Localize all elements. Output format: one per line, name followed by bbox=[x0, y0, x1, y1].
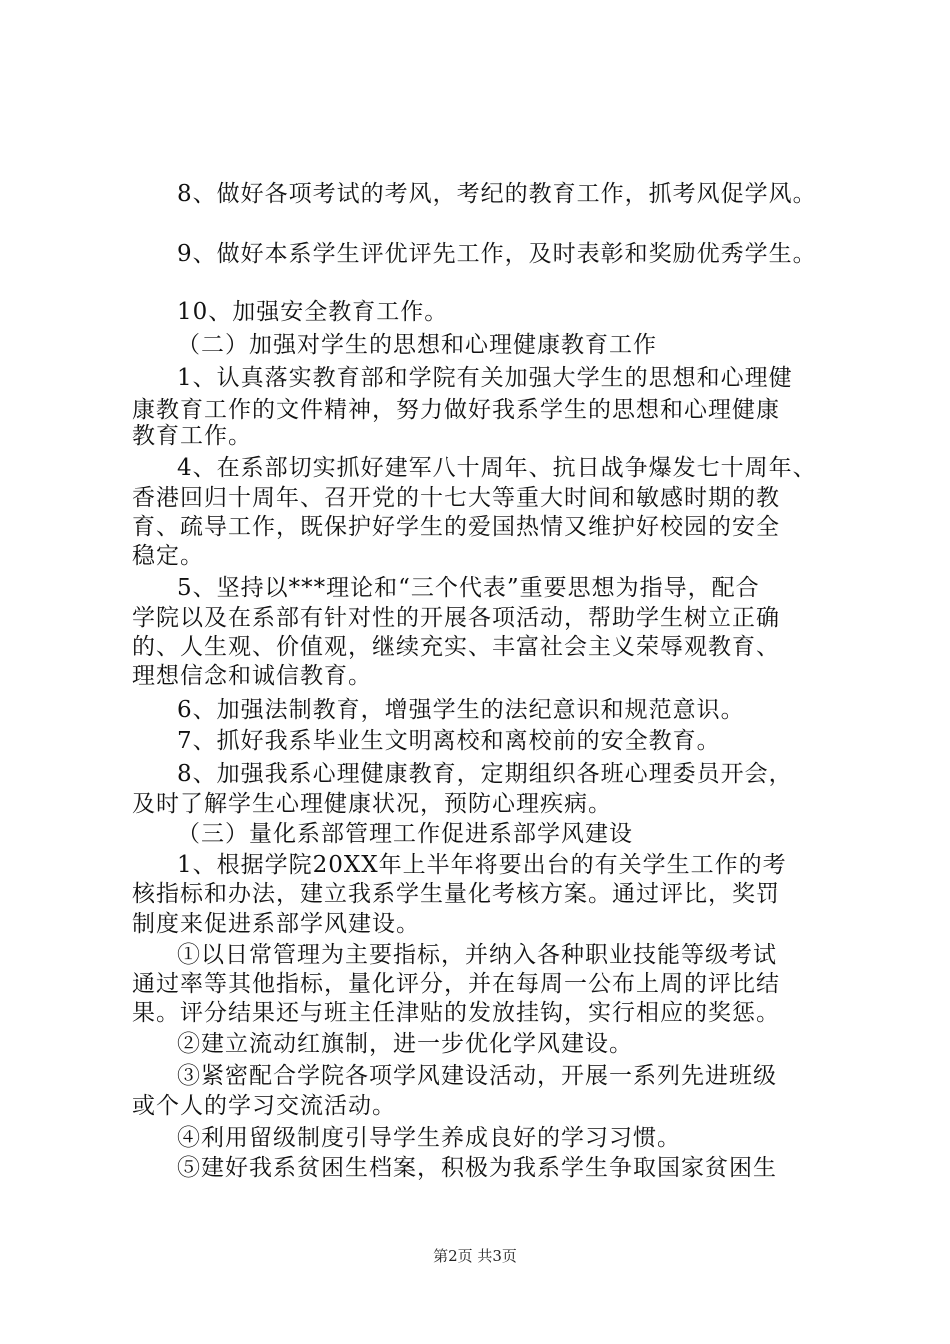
section-heading: （二）加强对学生的思想和心理健康教育工作 bbox=[177, 332, 657, 358]
text-line: 康教育工作的文件精神，努力做好我系学生的思想和心理健康 bbox=[132, 397, 780, 423]
text-line: 5、坚持以***理论和“三个代表”重要思想为指导，配合 bbox=[177, 575, 760, 601]
text-line: ①以日常管理为主要指标，并纳入各种职业技能等级考试 bbox=[177, 942, 777, 968]
section-heading: （三）量化系部管理工作促进系部学风建设 bbox=[177, 821, 633, 847]
text-line: 育、疏导工作，既保护好学生的爱国热情又维护好校园的安全 bbox=[132, 514, 780, 540]
text-line: ⑤建好我系贫困生档案，积极为我系学生争取国家贫困生 bbox=[177, 1155, 777, 1181]
text-line: 4、在系部切实抓好建军八十周年、抗日战争爆发七十周年、 bbox=[177, 455, 817, 481]
text-line: ④利用留级制度引导学生养成良好的学习习惯。 bbox=[177, 1125, 681, 1151]
text-line: ②建立流动红旗制，进一步优化学风建设。 bbox=[177, 1031, 633, 1057]
text-line: 10、加强安全教育工作。 bbox=[177, 299, 449, 325]
text-line: 1、认真落实教育部和学院有关加强大学生的思想和心理健 bbox=[177, 365, 793, 391]
text-line: 教育工作。 bbox=[132, 423, 252, 449]
text-line: 通过率等其他指标，量化评分，并在每周一公布上周的评比结 bbox=[132, 971, 780, 997]
text-line: 香港回归十周年、召开党的十七大等重大时间和敏感时期的教 bbox=[132, 485, 780, 511]
text-line: 的、人生观、价值观，继续充实、丰富社会主义荣辱观教育、 bbox=[132, 634, 780, 660]
text-line: 1、根据学院20XX年上半年将要出台的有关学生工作的考 bbox=[177, 852, 787, 878]
text-line: 及时了解学生心理健康状况，预防心理疾病。 bbox=[132, 791, 612, 817]
text-line: ③紧密配合学院各项学风建设活动，开展一系列先进班级 bbox=[177, 1063, 777, 1089]
text-line: 7、抓好我系毕业生文明离校和离校前的安全教育。 bbox=[177, 728, 721, 754]
text-line: 6、加强法制教育，增强学生的法纪意识和规范意识。 bbox=[177, 697, 745, 723]
text-line: 或个人的学习交流活动。 bbox=[132, 1093, 396, 1119]
text-line: 果。评分结果还与班主任津贴的发放挂钩，实行相应的奖惩。 bbox=[132, 1000, 780, 1026]
text-line: 稳定。 bbox=[132, 543, 204, 569]
text-line: 8、加强我系心理健康教育，定期组织各班心理委员开会， bbox=[177, 761, 793, 787]
page-number-footer: 第2页 共3页 bbox=[433, 1247, 517, 1265]
text-line: 制度来促进系部学风建设。 bbox=[132, 911, 420, 937]
text-line: 8、做好各项考试的考风，考纪的教育工作，抓考风促学风。 bbox=[177, 181, 817, 207]
text-line: 核指标和办法，建立我系学生量化考核方案。通过评比，奖罚 bbox=[132, 881, 780, 907]
text-line: 理想信念和诚信教育。 bbox=[132, 663, 372, 689]
text-line: 学院以及在系部有针对性的开展各项活动，帮助学生树立正确 bbox=[132, 605, 780, 631]
text-line: 9、做好本系学生评优评先工作，及时表彰和奖励优秀学生。 bbox=[177, 241, 817, 267]
